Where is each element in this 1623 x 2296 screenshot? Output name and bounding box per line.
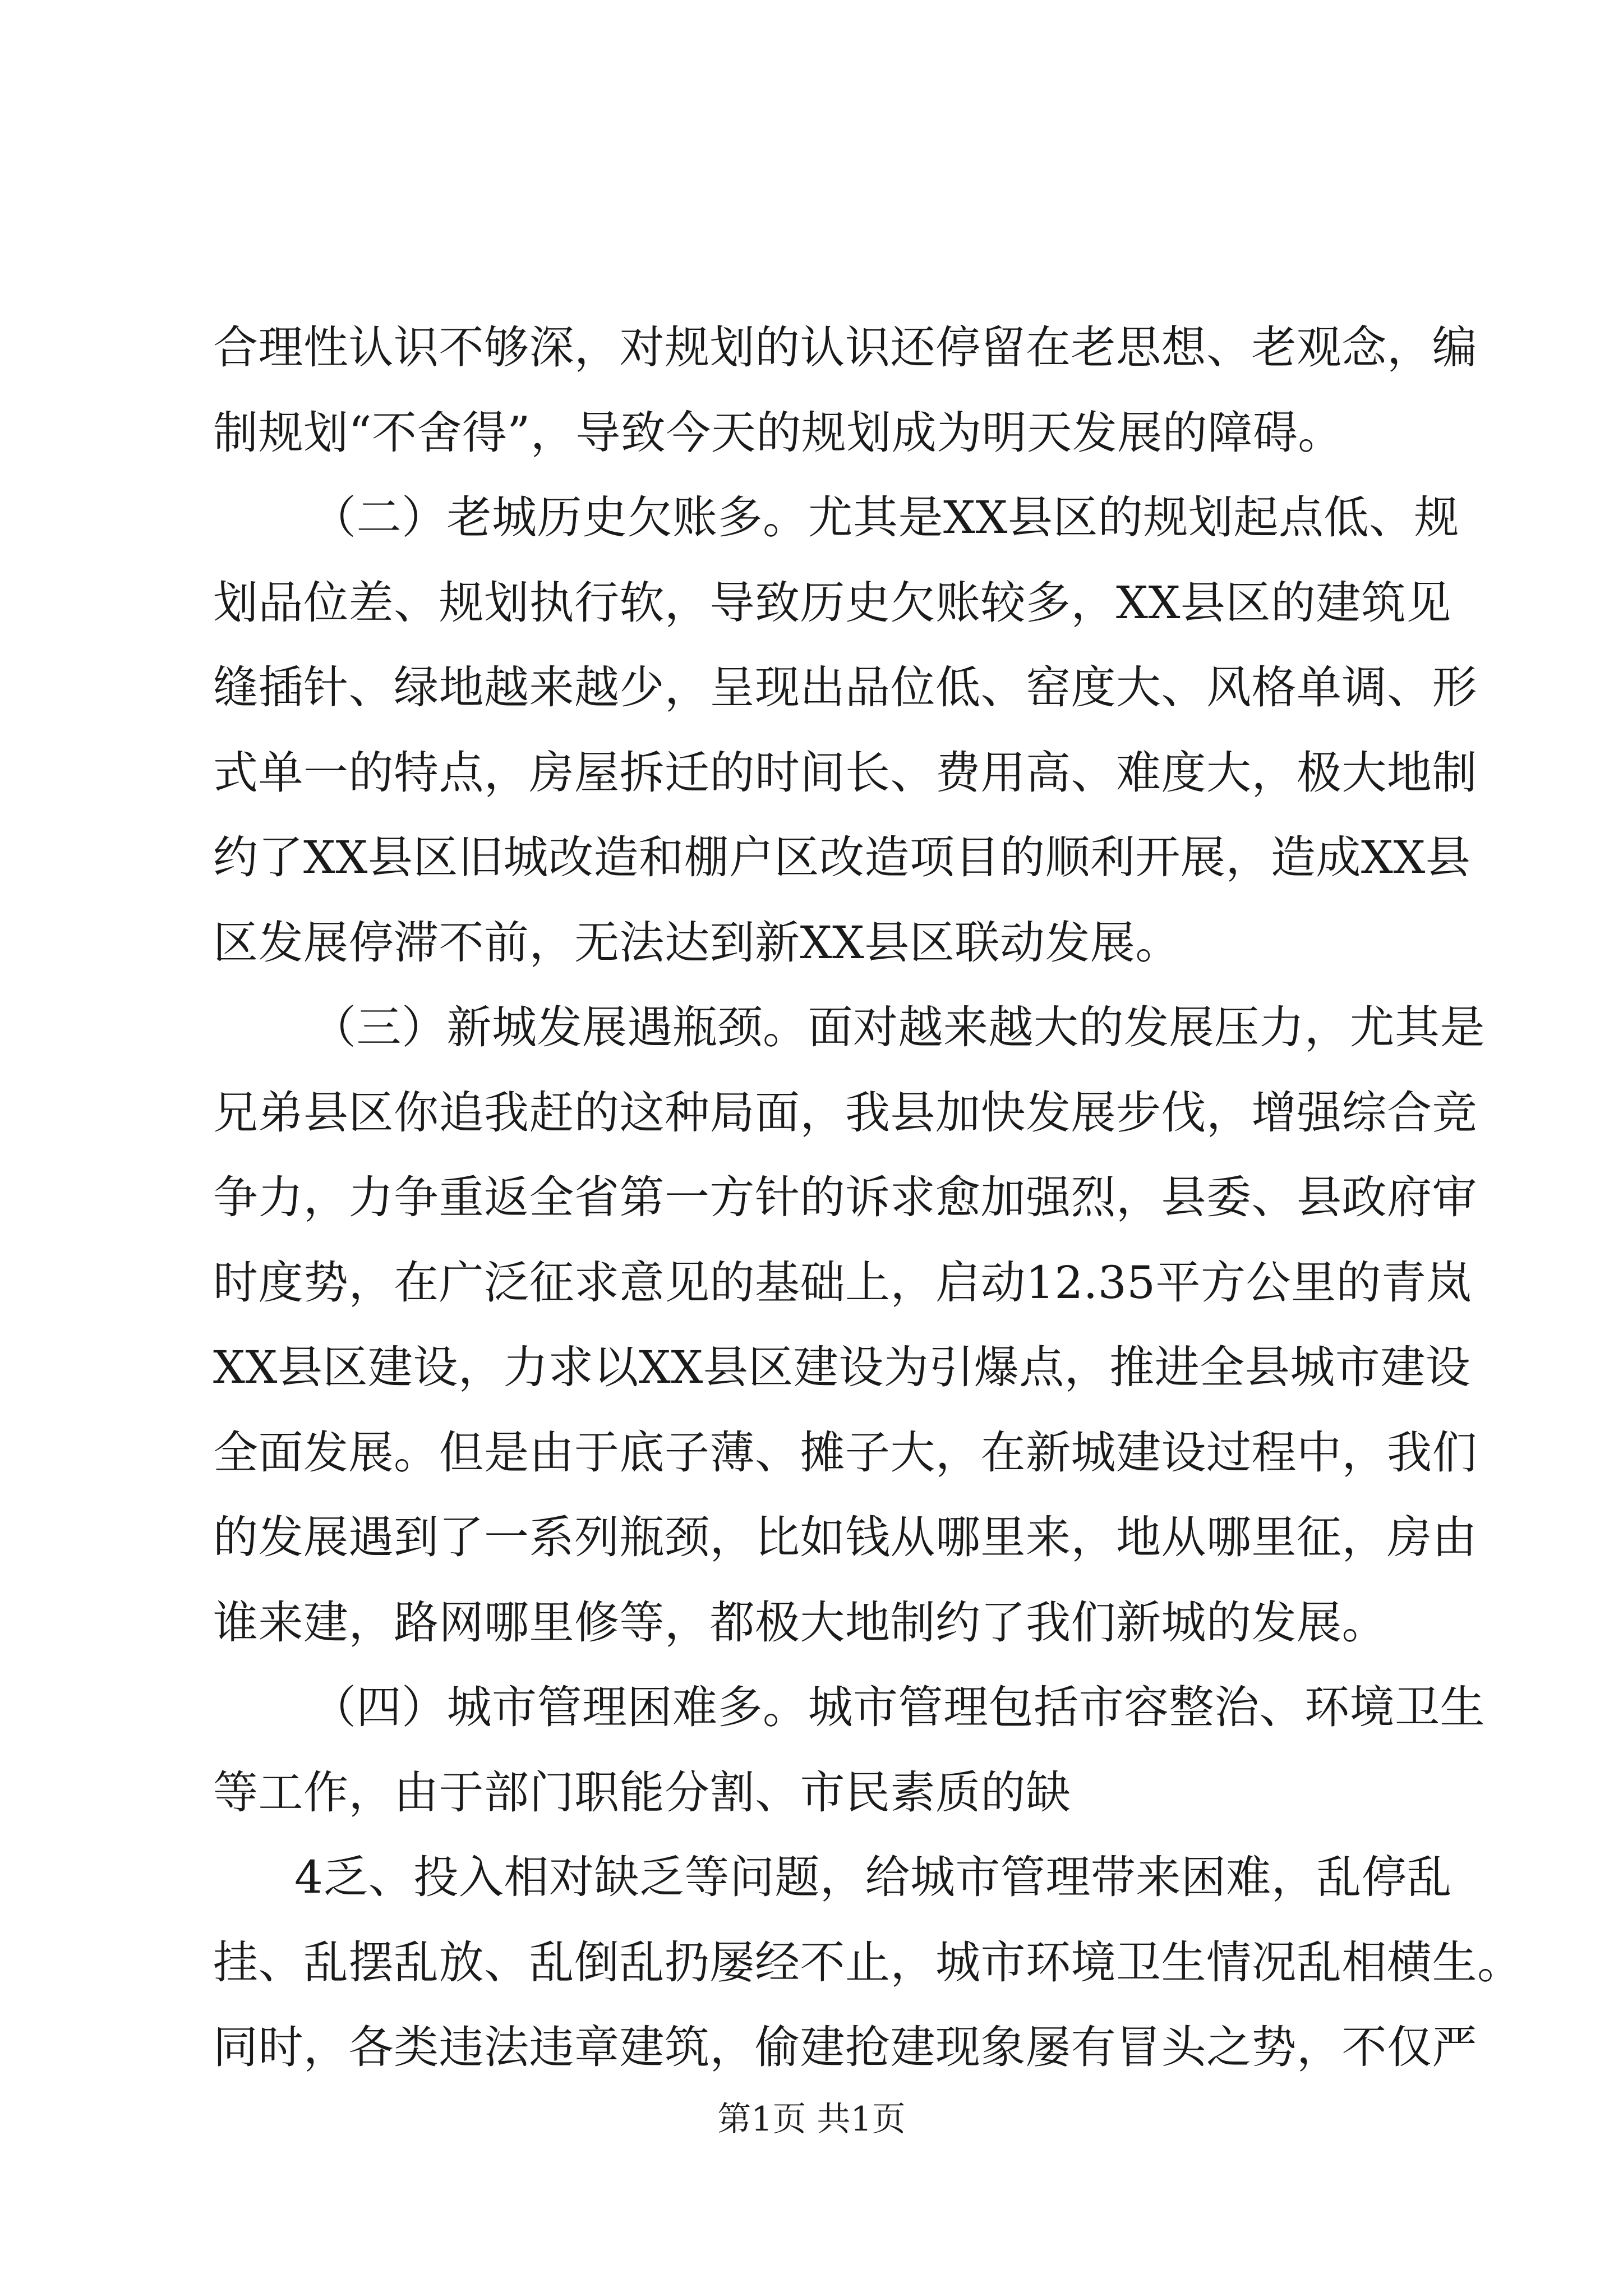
- text-line: XX县区建设，力求以XX县区建设为引爆点，推进全县城市建设: [213, 1341, 1471, 1393]
- text-line: 兄弟县区你追我赶的这种局面，我县加快发展步伐，增强综合竞: [213, 1087, 1477, 1139]
- text-line: 谁来建，路网哪里修等，都极大地制约了我们新城的发展。: [213, 1596, 1387, 1649]
- text-line: 全面发展。但是由于底子薄、摊子大，在新城建设过程中，我们: [213, 1427, 1477, 1479]
- text-line: 区发展停滞不前，无法达到新XX县区联动发展。: [213, 917, 1181, 969]
- text-line: 合理性认识不够深，对规划的认识还停留在老思想、老观念，编: [213, 321, 1477, 374]
- text-line: 挂、乱摆乱放、乱倒乱扔屡经不止，城市环境卫生情况乱相横生。: [213, 1936, 1523, 1989]
- text-line: 4乏、投入相对缺乏等问题，给城市管理带来困难，乱停乱: [294, 1851, 1452, 1903]
- paragraph-heading-line: （二）老城历史欠账多。尤其是XX县区的规划起点低、规: [311, 491, 1459, 544]
- text-line: 等工作，由于部门职能分割、市民素质的缺: [213, 1766, 1071, 1819]
- text-line: 划品位差、规划执行软，导致历史欠账较多，XX县区的建筑见: [213, 577, 1451, 629]
- text-line: 式单一的特点，房屋拆迁的时间长、费用高、难度大，极大地制: [213, 747, 1477, 799]
- text-line: 争力，力争重返全省第一方针的诉求愈加强烈，县委、县政府审: [213, 1171, 1477, 1223]
- paragraph-heading-line: （三）新城发展遇瓶颈。面对越来越大的发展压力，尤其是: [311, 1001, 1485, 1053]
- text-line: 制规划“不舍得”，导致今天的规划成为明天发展的障碍。: [213, 407, 1343, 459]
- text-line: 缝插针、绿地越来越少，呈现出品位低、窑度大、风格单调、形: [213, 661, 1477, 714]
- paragraph-heading-line: （四）城市管理困难多。城市管理包括市容整治、环境卫生: [311, 1681, 1485, 1733]
- text-line: 约了XX县区旧城改造和棚户区改造项目的顺利开展，造成XX县: [213, 831, 1471, 884]
- text-line: 的发展遇到了一系列瓶颈，比如钱从哪里来，地从哪里征，房由: [213, 1511, 1477, 1563]
- text-line: 时度势，在广泛征求意见的基础上，启动12.35平方公里的青岚: [213, 1257, 1472, 1309]
- page-footer: 第1页 共1页: [717, 2100, 906, 2139]
- text-line: 同时，各类违法违章建筑，偷建抢建现象屡有冒头之势，不仅严: [213, 2021, 1477, 2073]
